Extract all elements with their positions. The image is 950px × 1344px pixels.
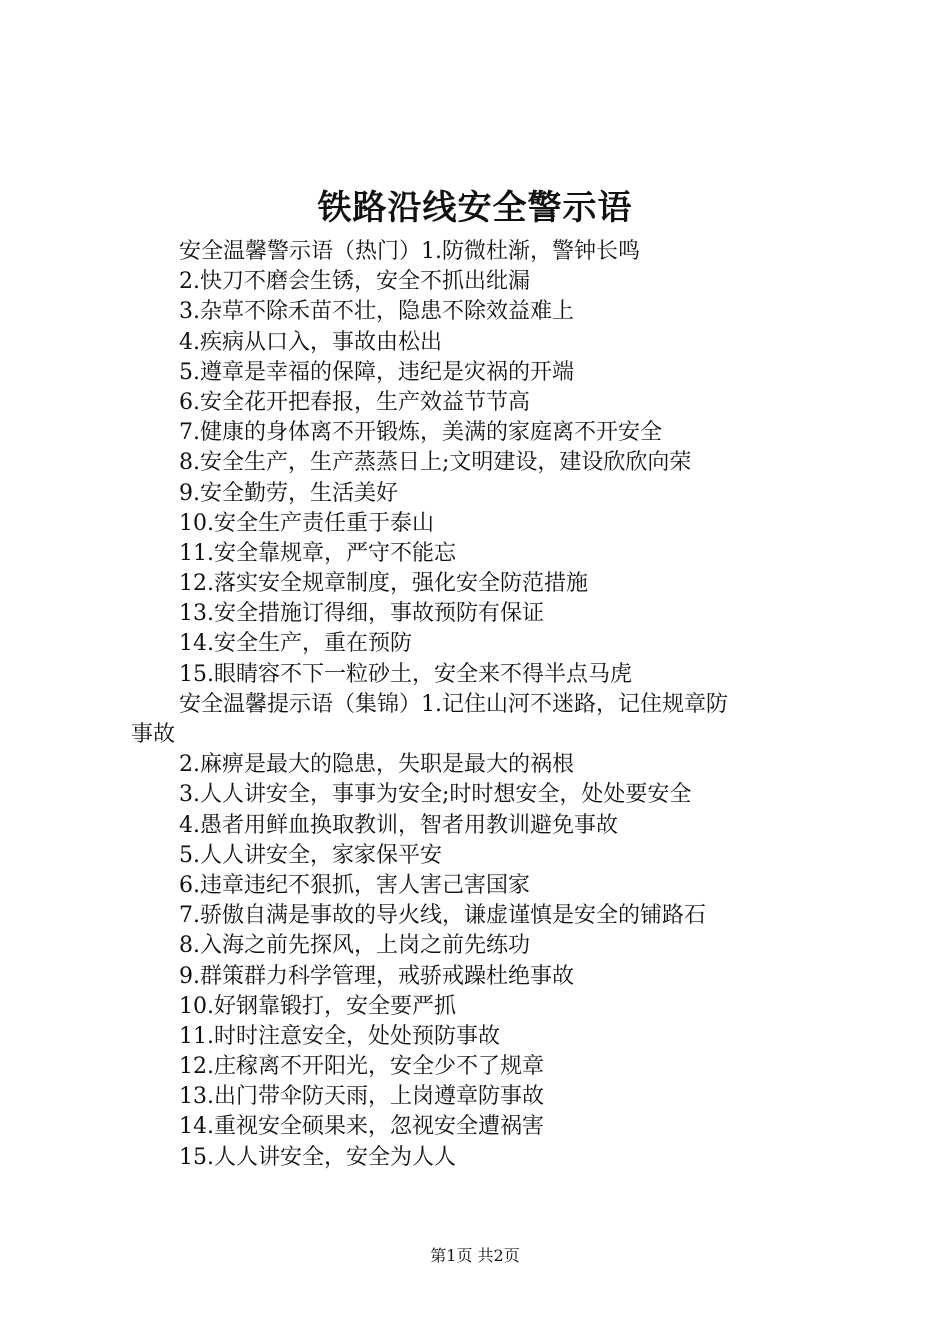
text-line: 13.出门带伞防天雨，上岗遵章防事故 bbox=[179, 1084, 544, 1110]
text-line: 4.愚者用鲜血换取教训，智者用教训避免事故 bbox=[179, 812, 618, 838]
text-line: 8.安全生产，生产蒸蒸日上;文明建设，建设欣欣向荣 bbox=[179, 450, 692, 476]
text-line: 10.好钢靠锻打，安全要严抓 bbox=[179, 993, 456, 1019]
text-line: 12.庄稼离不开阳光，安全少不了规章 bbox=[179, 1054, 544, 1080]
text-line: 8.入海之前先探风，上岗之前先练功 bbox=[179, 933, 530, 959]
text-line: 12.落实安全规章制度，强化安全防范措施 bbox=[179, 571, 588, 597]
text-line: 9.群策群力科学管理，戒骄戒躁杜绝事故 bbox=[179, 963, 574, 989]
text-line: 6.安全花开把春报，生产效益节节高 bbox=[179, 389, 530, 415]
text-line: 11.时时注意安全，处处预防事故 bbox=[179, 1023, 500, 1049]
text-line: 4.疾病从口入，事故由松出 bbox=[179, 329, 442, 355]
text-line: 9.安全勤劳，生活美好 bbox=[179, 480, 398, 506]
page-number: 第1页 共2页 bbox=[430, 1246, 520, 1265]
text-line: 14.安全生产，重在预防 bbox=[179, 631, 412, 657]
text-line: 5.人人讲安全，家家保平安 bbox=[179, 842, 442, 868]
text-line: 6.违章违纪不狠抓，害人害己害国家 bbox=[179, 872, 530, 898]
text-line: 11.安全靠规章，严守不能忘 bbox=[179, 540, 456, 566]
text-line: 安全温馨警示语（热门）1.防微杜渐，警钟长鸣 bbox=[179, 239, 640, 264]
text-line: 7.健康的身体离不开锻炼，美满的家庭离不开安全 bbox=[179, 420, 662, 446]
document-body bbox=[131, 237, 831, 1173]
text-line: 安全温馨提示语（集锦）1.记住山河不迷路，记住规章防 bbox=[179, 691, 728, 717]
text-line: 14.重视安全硕果来，忽视安全遭祸害 bbox=[179, 1114, 544, 1140]
text-line: 3.人人讲安全，事事为安全;时时想安全，处处要安全 bbox=[179, 782, 692, 808]
text-line: 13.安全措施订得细，事故预防有保证 bbox=[179, 601, 544, 627]
text-line: 7.骄傲自满是事故的导火线，谦虚谨慎是安全的铺路石 bbox=[179, 903, 706, 929]
text-line-continuation: 事故 bbox=[131, 722, 176, 747]
text-line: 2.快刀不磨会生锈，安全不抓出纰漏 bbox=[179, 269, 530, 295]
text-line: 5.遵章是幸福的保障，违纪是灾祸的开端 bbox=[179, 359, 574, 385]
document-title: 铁路沿线安全警示语 bbox=[317, 188, 633, 228]
text-line: 15.眼睛容不下一粒砂土，安全来不得半点马虎 bbox=[179, 661, 632, 687]
text-line: 15.人人讲安全，安全为人人 bbox=[179, 1144, 456, 1170]
text-line: 2.麻痹是最大的隐患，失职是最大的祸根 bbox=[179, 752, 574, 778]
text-line: 3.杂草不除禾苗不壮，隐患不除效益难上 bbox=[179, 299, 574, 325]
text-line: 10.安全生产责任重于泰山 bbox=[179, 510, 434, 536]
